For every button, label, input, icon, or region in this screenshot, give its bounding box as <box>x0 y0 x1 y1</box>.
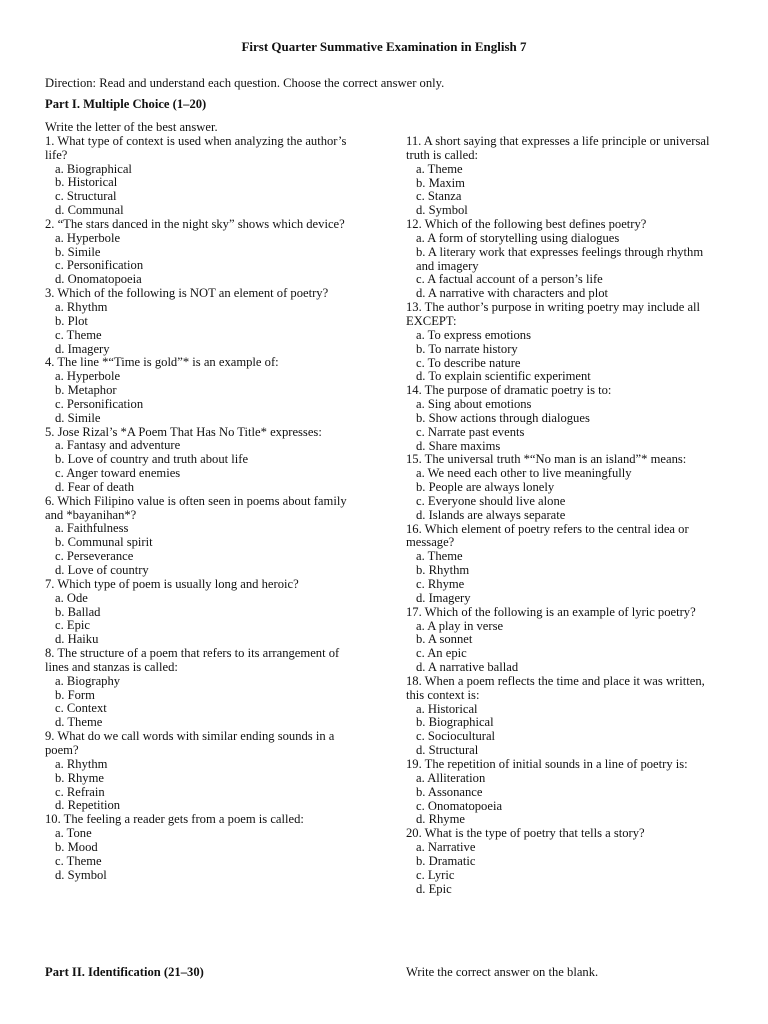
exam-title: First Quarter Summative Examination in English 7 <box>241 39 527 54</box>
answer-option: a. Rhythm <box>55 299 108 314</box>
answer-option: c. Sociocultural <box>416 729 496 744</box>
answer-option: b. Maxim <box>416 175 465 190</box>
exam-direction: Direction: Read and understand each question. Choose the correct answer only. <box>45 76 445 90</box>
question-item <box>45 730 363 813</box>
left-question-list <box>45 135 363 883</box>
answer-option: a. Biography <box>55 673 121 688</box>
question-item <box>406 675 724 758</box>
answer-option: c. Theme <box>55 853 102 868</box>
answer-option: d. Onomatopoeia <box>55 272 142 287</box>
answer-option: b. To narrate history <box>416 341 518 356</box>
answer-option: c. Epic <box>55 618 90 633</box>
answer-option: a. Sing about emotions <box>416 397 532 412</box>
question-item <box>406 827 724 896</box>
answer-option: b. Form <box>55 687 95 702</box>
answer-option: c. Refrain <box>55 784 105 799</box>
answer-option: d. A narrative with characters and plot <box>416 286 608 301</box>
answer-option: b. People are always lonely <box>416 480 555 495</box>
answer-option: b. Communal spirit <box>55 535 153 550</box>
answer-option: a. Hyperbole <box>55 369 121 384</box>
answer-option: d. Imagery <box>416 590 471 605</box>
question-item <box>406 453 724 522</box>
answer-option: b. Biographical <box>416 715 494 730</box>
question-text: 13. The author’s purpose in writing poetry may include all EXCEPT: <box>406 300 701 328</box>
answer-option: d. Fear of death <box>55 479 135 494</box>
answer-option: d. Imagery <box>55 341 110 356</box>
answer-option: c. Theme <box>55 327 102 342</box>
question-text: 4. The line *“Time is gold”* is an example of: <box>45 355 279 370</box>
answer-option: a. A play in verse <box>416 618 504 633</box>
question-item <box>45 578 363 647</box>
answer-option: b. Ballad <box>55 604 101 619</box>
question-item <box>406 218 724 301</box>
question-item <box>406 301 724 384</box>
answer-option: d. Epic <box>416 881 452 896</box>
answer-option: a. Theme <box>416 161 463 176</box>
answer-option: c. Perseverance <box>55 549 134 564</box>
question-text: 8. The structure of a poem that refers to its arrangement of lines and stanzas is called: <box>45 646 340 674</box>
answer-option: a. A form of storytelling using dialogues <box>416 230 620 245</box>
answer-option: c. Anger toward enemies <box>55 466 181 481</box>
question-text: 2. “The stars danced in the night sky” shows which device? <box>45 216 345 231</box>
answer-option: a. Historical <box>416 701 478 716</box>
question-item <box>406 758 724 827</box>
answer-option: c. Narrate past events <box>416 424 525 439</box>
answer-option: b. Mood <box>55 839 98 854</box>
answer-option: d. Share maxims <box>416 438 501 453</box>
question-item <box>406 523 724 606</box>
answer-option: a. Biographical <box>55 161 132 176</box>
answer-option: a. Fantasy and adventure <box>55 438 181 453</box>
answer-option: d. A narrative ballad <box>416 660 519 675</box>
answer-option: b. Dramatic <box>416 853 476 868</box>
answer-option: a. Narrative <box>416 840 476 855</box>
answer-option: c. Rhyme <box>416 577 465 591</box>
question-item <box>45 495 363 578</box>
answer-option: a. Ode <box>55 590 88 605</box>
right-question-column <box>406 135 724 896</box>
question-text: 7. Which type of poem is usually long and heroic? <box>45 576 299 591</box>
answer-option: c. Context <box>55 701 107 716</box>
question-text: 14. The purpose of dramatic poetry is to: <box>406 383 612 398</box>
question-text: 17. Which of the following is an example of lyric poetry? <box>406 604 696 619</box>
answer-option: d. To explain scientific experiment <box>416 369 591 384</box>
answer-option: a. Hyperbole <box>55 230 121 245</box>
question-item <box>45 218 363 287</box>
answer-option: d. Symbol <box>55 867 107 882</box>
answer-option: d. Love of country <box>55 563 149 577</box>
answer-option: d. Symbol <box>416 203 468 218</box>
answer-option: b. Show actions through dialogues <box>416 410 590 425</box>
question-text: 15. The universal truth *“No man is an island”* means: <box>406 452 687 467</box>
question-text: 5. Jose Rizal’s *A Poem That Has No Title* expresses: <box>45 424 322 439</box>
question-item <box>45 426 363 495</box>
answer-option: b. Assonance <box>416 784 483 799</box>
part1-heading: Part I. Multiple Choice (1–20) <box>45 97 207 111</box>
answer-option: b. Historical <box>55 175 118 190</box>
answer-option: a. Tone <box>55 826 92 841</box>
answer-option: c. A factual account of a person’s life <box>416 272 603 287</box>
answer-option: d. Structural <box>416 743 479 758</box>
answer-option: d. Theme <box>55 715 103 730</box>
answer-option: b. Rhyme <box>55 770 104 785</box>
answer-option: d. Islands are always separate <box>416 507 566 522</box>
question-text: 1. What type of context is used when analyzing the author’s life? <box>45 133 347 162</box>
answer-option: d. Haiku <box>55 632 99 647</box>
answer-option: b. A literary work that expresses feelings through rhythm and imagery <box>416 244 704 273</box>
question-item <box>45 287 363 356</box>
right-question-list <box>406 135 724 896</box>
question-text: 9. What do we call words with similar ending sounds in a poem? <box>45 729 335 757</box>
question-text: 16. Which element of poetry refers to the central idea or message? <box>406 521 689 550</box>
question-text: 10. The feeling a reader gets from a poem is called: <box>45 812 304 827</box>
answer-option: b. Simile <box>55 244 101 259</box>
part1-instruction: Write the letter of the best answer. <box>45 120 218 134</box>
answer-option: a. Theme <box>416 549 463 564</box>
question-item <box>406 384 724 453</box>
question-text: 20. What is the type of poetry that tells a story? <box>406 826 645 841</box>
answer-option: d. Simile <box>55 410 101 425</box>
answer-option: c. To describe nature <box>416 355 521 370</box>
question-item <box>406 606 724 675</box>
question-text: 3. Which of the following is NOT an element of poetry? <box>45 286 329 301</box>
answer-option: c. Lyric <box>416 867 455 882</box>
answer-option: d. Rhyme <box>416 812 465 827</box>
answer-option: b. Rhythm <box>416 563 470 578</box>
answer-option: b. Plot <box>55 313 88 328</box>
question-item <box>45 356 363 425</box>
answer-option: c. Everyone should live alone <box>416 493 566 508</box>
left-question-column <box>45 121 363 882</box>
question-item <box>406 135 724 218</box>
answer-option: a. Rhythm <box>55 756 108 771</box>
answer-option: c. Structural <box>55 189 117 204</box>
answer-option: c. Personification <box>55 396 144 411</box>
answer-option: c. An epic <box>416 646 467 661</box>
question-item <box>45 813 363 882</box>
answer-option: c. Onomatopoeia <box>416 798 503 813</box>
answer-option: b. Metaphor <box>55 383 117 398</box>
question-text: 12. Which of the following best defines poetry? <box>406 217 647 232</box>
answer-option: b. A sonnet <box>416 632 473 647</box>
question-text: 11. A short saying that expresses a life principle or universal truth is called: <box>406 134 710 162</box>
part2-heading: Part II. Identification (21–30) <box>45 965 204 979</box>
answer-option: a. Faithfulness <box>55 521 129 536</box>
question-text: 18. When a poem reflects the time and place it was written, this context is: <box>406 673 705 702</box>
question-item <box>45 647 363 730</box>
answer-option: c. Personification <box>55 258 144 273</box>
answer-option: a. To express emotions <box>416 327 532 342</box>
answer-option: a. We need each other to live meaningfully <box>416 466 632 481</box>
answer-option: b. Love of country and truth about life <box>55 452 249 467</box>
answer-option: d. Repetition <box>55 798 121 813</box>
question-item <box>45 135 363 218</box>
answer-option: c. Stanza <box>416 189 462 204</box>
part2-instruction: Write the correct answer on the blank. <box>406 965 599 979</box>
question-text: 6. Which Filipino value is often seen in poems about family and *bayanihan*? <box>45 493 347 522</box>
answer-option: a. Alliteration <box>416 770 486 785</box>
answer-option: d. Communal <box>55 203 124 218</box>
question-text: 19. The repetition of initial sounds in a line of poetry is: <box>406 756 688 771</box>
